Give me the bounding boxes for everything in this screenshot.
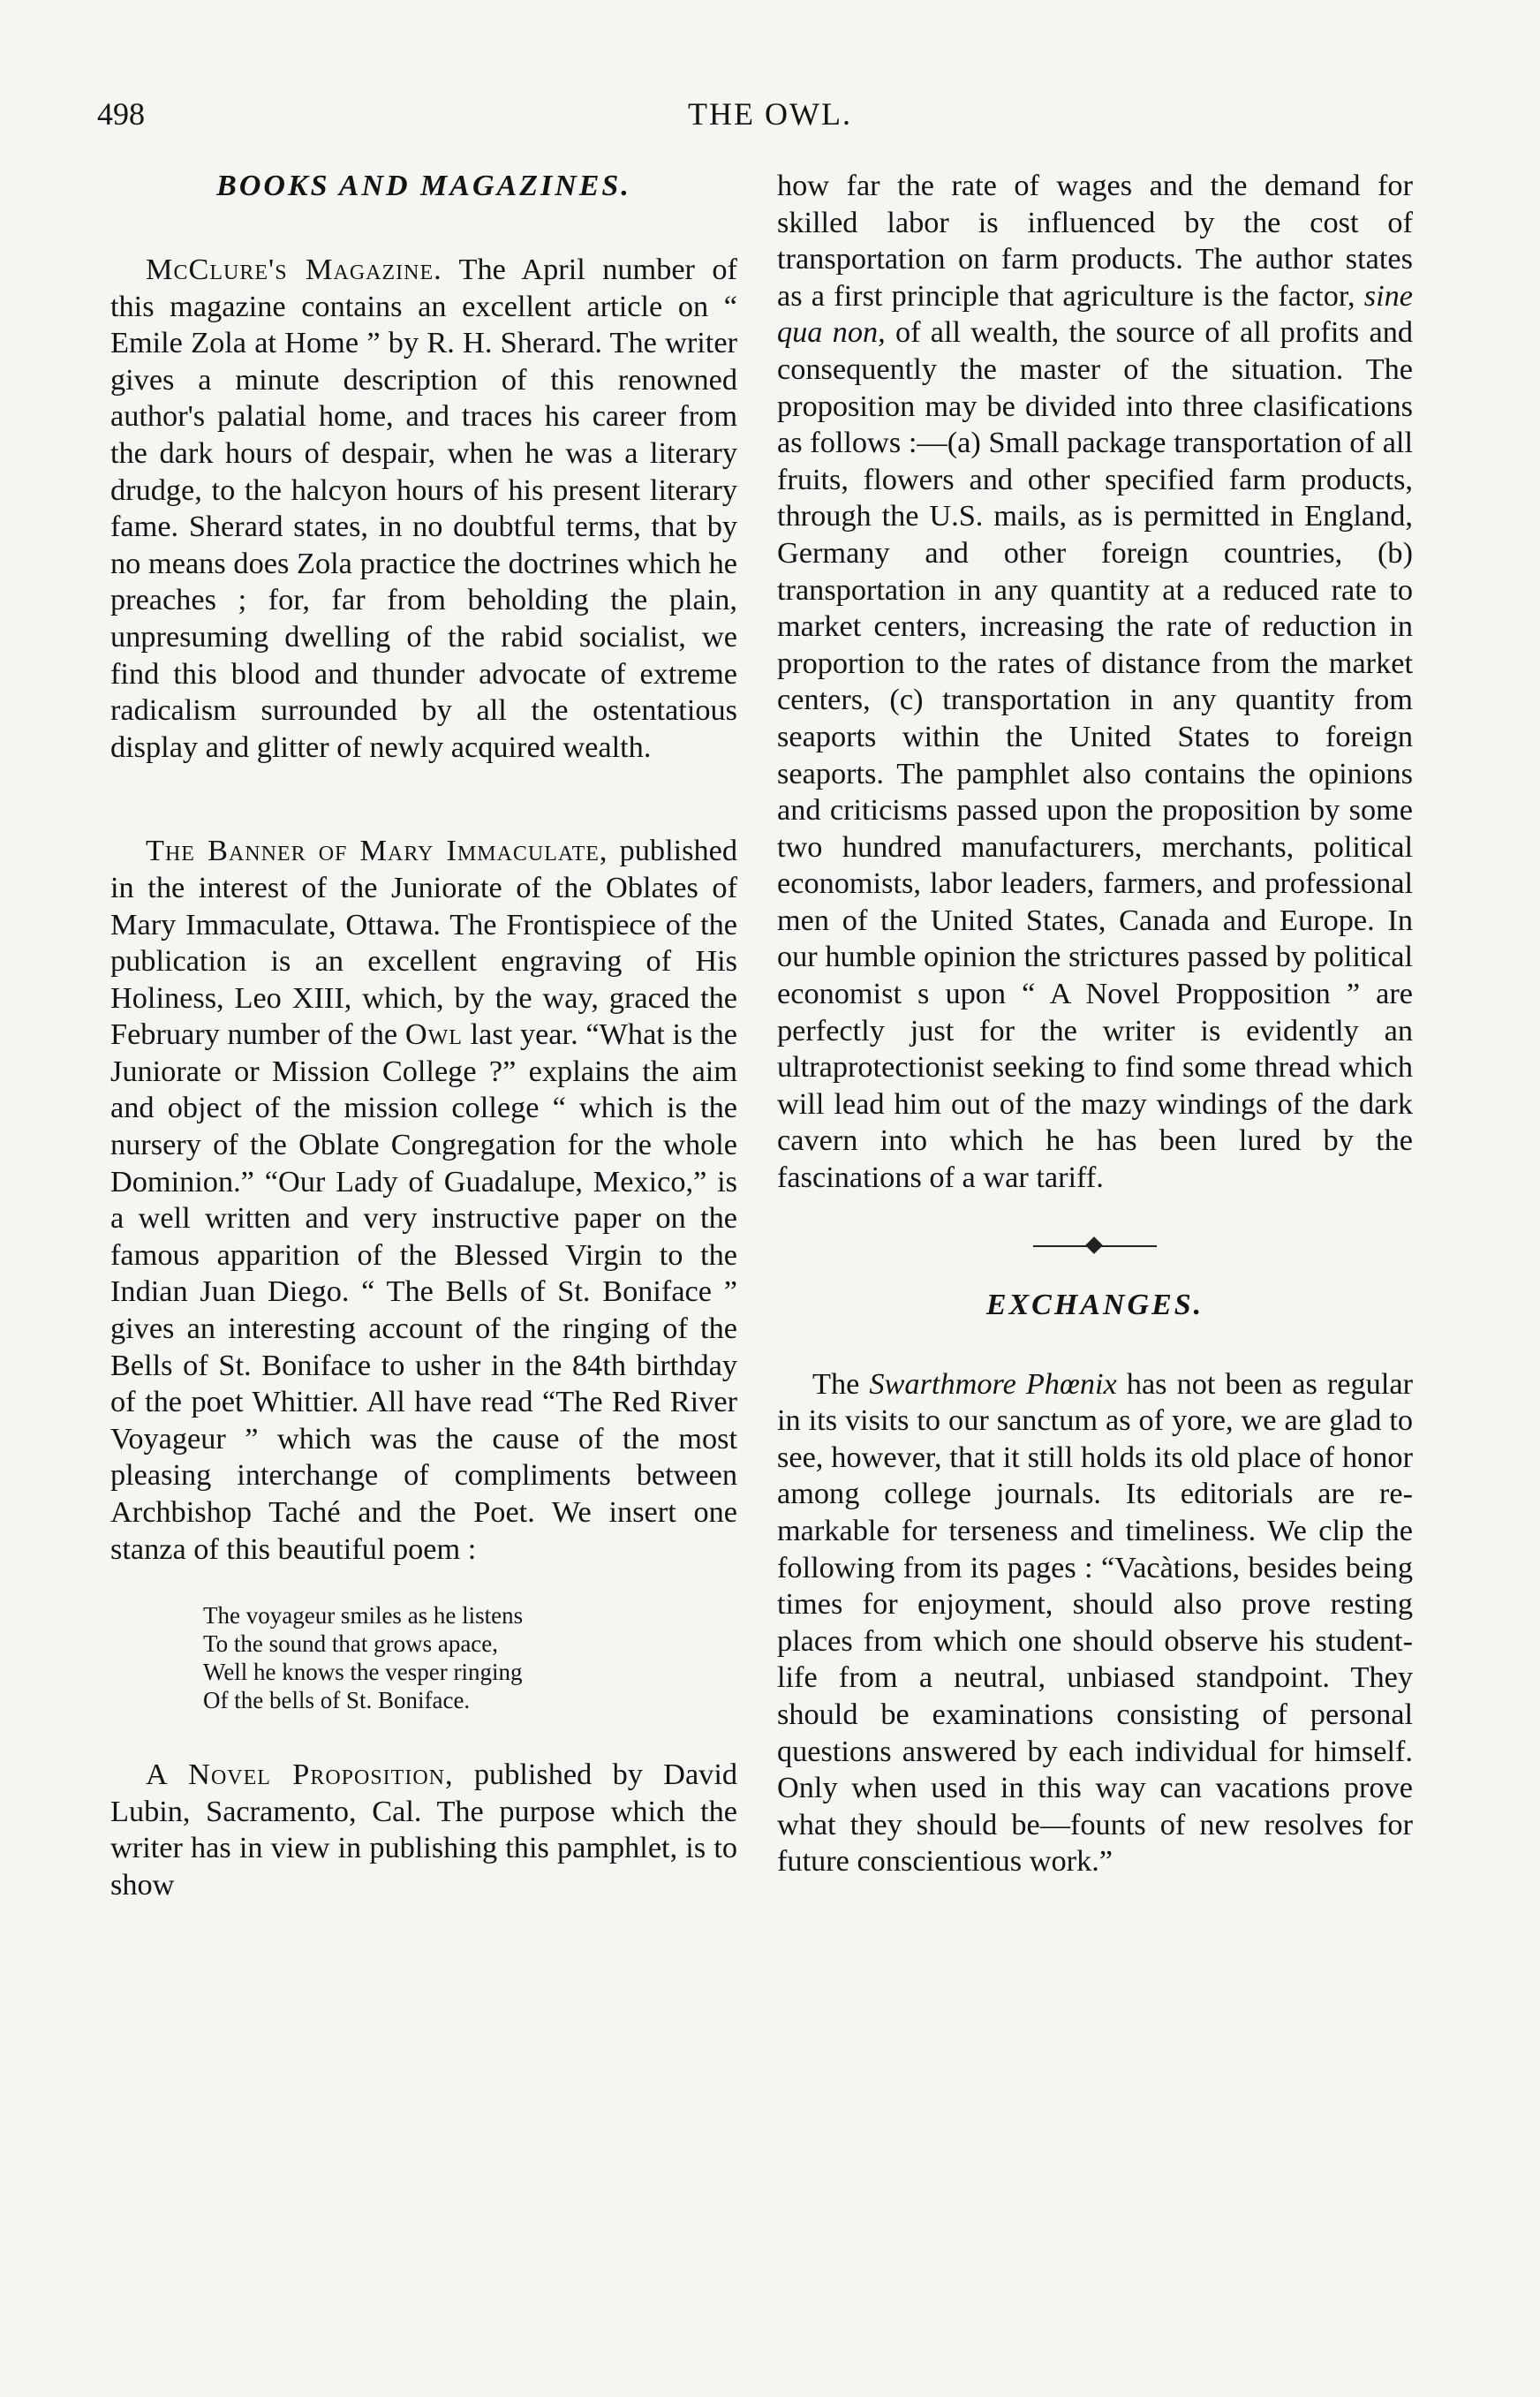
poem-line: Well he knows the vesper ringing	[203, 1659, 523, 1686]
novel-continued-paragraph	[777, 168, 1413, 1197]
novel-continued-text-1: how far the rate of wages and the demand for skilled labor is influenced by the cost of transportation on farm products. The author states as a first principle that agriculture is the factor,	[777, 169, 1413, 313]
poem-line: The voyageur smiles as he listens	[203, 1602, 524, 1630]
exchanges-text-2: has not been as regular in its visits to our sanctum as of yore, we are glad to see, however, that it still holds its old place of honor among college journals. Its editorials are remarkable for terseness and timeliness. We clip the following from its pages : “Vacàtions, besides being times for enjoyment, should also prove resting places from which one should observe his student-life from a neutral, unbiased standpoint. They should be examinations consisting of personal questions answered by each individual for himself. Only when used in this way can vacations prove what they should be—founts of new resolves for future conscientious work.”	[777, 1366, 1413, 1879]
exchanges-heading: EXCHANGES.	[985, 1288, 1204, 1321]
banner-lead: The Banner of Mary Immaculate,	[146, 834, 608, 868]
swarthmore-phoenix-title: Swarthmore Phœnix	[869, 1366, 1117, 1401]
left-column	[110, 168, 737, 1904]
right-column	[777, 168, 1413, 1880]
books-and-magazines-heading: BOOKS AND MAGAZINES.	[216, 170, 631, 202]
owl-small-caps: Owl	[404, 1017, 463, 1052]
mcclure-paragraph	[110, 252, 737, 766]
banner-text-1: published in the interest of the Juniorate of the Oblates of Mary Immaculate, Ottawa. The Frontispiece of the publication is an excellent engraving of His Holiness, Leo XIII, which, by the way, graced the February number of the	[110, 834, 737, 1052]
poem-stanza	[203, 1601, 737, 1714]
running-head: THE OWL.	[688, 96, 852, 132]
page-number: 498	[97, 96, 145, 132]
poem-line: To the sound that grows apace,	[203, 1630, 499, 1658]
poem-line: Of the bells of St. Boniface.	[203, 1687, 471, 1714]
novel-proposition-paragraph	[110, 1757, 737, 1903]
sine-qua-non: sine qua non,	[777, 278, 1413, 350]
banner-paragraph	[110, 833, 737, 1568]
exchanges-paragraph	[777, 1366, 1413, 1880]
exchanges-text-1: The	[812, 1366, 870, 1401]
novel-text: published by David Lubin, Sacramento, Cal. The purpose which the writer has in view in publishing this pamphlet, is to show	[110, 1758, 737, 1902]
banner-text-2: last year. “What is the Juniorate or Mission College ?” explains the aim and object of the mission college “ which is the nursery of the Oblate Congregation for the whole Dominion.” “Our Lady of Guadalupe, Mexico,” is a well written and very instructive paper on the famous apparition of the Blessed Virgin to the Indian Juan Diego. “ The Bells of St. Boniface ” gives an interesting account of the ringing of the Bells of St. Boniface to usher in the 84th birthday of the poet Whittier. All have read “The Red River Voyageur ” which was the cause of the most pleasing interchange of compliments between Archbishop Taché and the Poet. We insert one stanza of this beautiful poem :	[110, 1017, 737, 1566]
mcclure-text: The April number of this magazine contains an excellent article on “ Emile Zola at Home ” by R. H. Sherard. The writer gives a minute description of this renowned author's palatial home, and traces his career from the dark hours of despair, when he was a literary drudge, to the halcyon hours of his present literary fame. Sherard states, in no doubtful terms, that by no means does Zola practice the doctrines which he preaches ; for, far from beholding the plain, unpresuming dwelling of the rabid socialist, we find this blood and thunder advocate of extreme radicalism surrounded by all the ostentatious display and glitter of newly acquired wealth.	[110, 253, 737, 764]
novel-continued-text-2: of all wealth, the source of all profits and consequently the master of the situation. The proposition may be divided into three clasifications as follows :—(a) Small package transportation of all fruits, flowers and other specified farm products, through the U.S. mails, as is permitted in England, Germany and other foreign countries, (b) transportation in any quantity at a reduced rate to market centers, increasing the rate of reduction in proportion to the rates of distance from the market centers, (c) transportation in any quantity from seaports within the United States to foreign seaports. The pamphlet also contains the opinions and criticisms passed upon the proposition by some two hundred manufacturers, merchants, political economists, labor leaders, farmers, and professional men of the United States, Canada and Europe. In our humble opinion the strictures passed by political economist s upon “ A Novel Propposition ” are perfectly just for the writer is evidently an ultraprotectionist seeking to find some thread which will lead him out of the mazy windings of the dark cavern into which he has been lured by the fascinations of a war tariff.	[777, 315, 1413, 1195]
section-divider	[1033, 1237, 1157, 1255]
mcclure-lead: McClure's Magazine.	[146, 253, 442, 286]
divider-diamond-icon	[1085, 1236, 1103, 1254]
page-header	[97, 95, 1443, 148]
novel-lead: A Novel Proposition,	[146, 1758, 454, 1792]
